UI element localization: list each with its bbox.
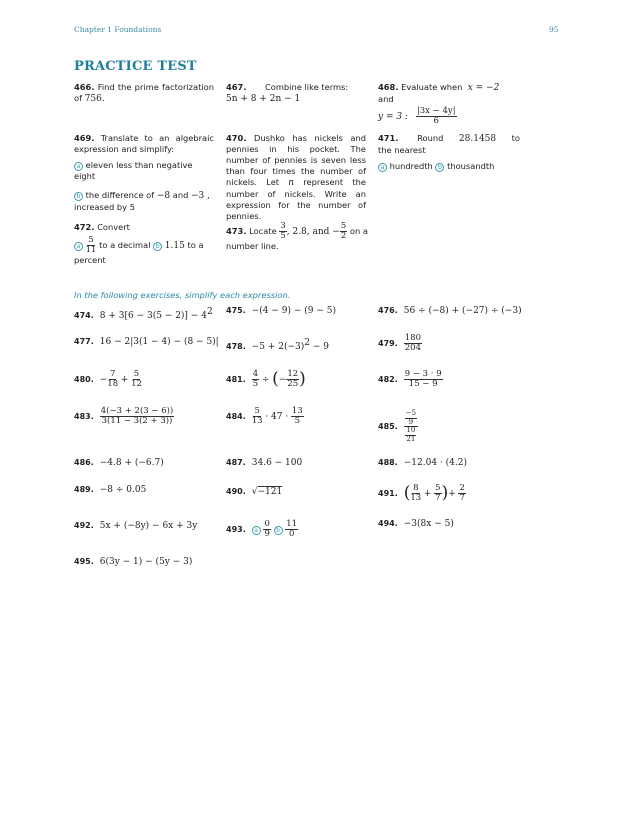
exercise-number: 490. — [226, 487, 246, 496]
exercise-number: 486. — [74, 458, 94, 467]
fraction-numerator: 7 — [110, 369, 116, 379]
part-b-marker-icon: b — [435, 163, 444, 172]
fraction-denominator: 3(11 − 3(2 + 3)) — [101, 416, 173, 426]
exercise-477 — [74, 336, 219, 348]
exercise-number: 479. — [378, 339, 398, 348]
fraction — [286, 370, 299, 389]
exercise-expression: − 9 — [310, 341, 330, 352]
fraction-denominator: 9 — [408, 417, 414, 426]
part-b-value: −8 — [156, 191, 171, 201]
instructions: In the following exercises, simplify each expression. — [74, 290, 291, 300]
exercise-expression: −12.04 · (4.2) — [403, 458, 467, 468]
fraction-numerator: 180 — [404, 333, 421, 343]
operator: + — [448, 489, 456, 499]
exercise-480 — [74, 370, 142, 389]
part-b-marker-icon: b — [274, 526, 283, 535]
exercise-value: 756. — [84, 94, 105, 104]
exercise-493 — [226, 520, 298, 539]
exercise-number: 476. — [378, 306, 398, 315]
exercise-472 — [74, 222, 214, 266]
part-b-value: −3 , — [191, 191, 210, 201]
left-paren-icon: ( — [272, 369, 279, 389]
fraction — [340, 222, 347, 241]
exercise-number: 478. — [226, 341, 246, 351]
exercise-473 — [226, 222, 371, 252]
exercise-469 — [74, 133, 214, 213]
exercise-text: represent the number of nickels. Write an expression for the number of pennies. — [226, 177, 366, 221]
exercise-484 — [226, 407, 304, 426]
exercise-value-y: y = 3 : — [378, 112, 408, 122]
fraction — [100, 407, 174, 426]
fraction-numerator: 11 — [286, 519, 298, 529]
sign: − — [278, 375, 287, 385]
exercise-expression: −4.8 + (−6.7) — [99, 458, 164, 468]
exercise-text: Dushko has nickels and pennies in his pocket. The number of pennies is seven less than four times the number of nickels. Let — [226, 133, 366, 187]
fraction-denominator: 18 — [107, 379, 119, 389]
left-paren-icon: ( — [403, 483, 411, 503]
exercise-474 — [74, 307, 213, 322]
fraction-denominator: 21 — [406, 434, 416, 443]
fraction-numerator: 5 — [133, 369, 140, 379]
fraction — [416, 107, 457, 126]
operator: + — [120, 375, 129, 385]
section-title: PRACTICE TEST — [74, 59, 197, 74]
fraction — [252, 407, 263, 426]
exercise-text: Locate — [249, 226, 277, 236]
exercise-expression: 56 ÷ (−8) + (−27) ÷ (−3) — [403, 306, 522, 316]
fraction-denominator: 11 — [85, 245, 97, 255]
part-b-marker-icon: b — [153, 242, 162, 251]
exercise-491 — [378, 484, 466, 503]
part-a-marker-icon: a — [252, 526, 261, 535]
fraction-numerator: 5 — [435, 483, 441, 493]
fraction — [86, 236, 97, 255]
exercise-470 — [226, 133, 366, 222]
part-b-text: increased by 5 — [74, 202, 135, 212]
fraction-numerator: 10 — [406, 426, 416, 434]
exercise-489 — [74, 484, 146, 496]
exercise-text: on a number line. — [226, 226, 368, 251]
exercise-466 — [74, 82, 214, 105]
exercise-482 — [378, 370, 443, 389]
exercise-number: 472. — [74, 222, 95, 232]
fraction — [405, 427, 416, 443]
exercise-number: 489. — [74, 485, 94, 494]
exercise-number: 484. — [226, 412, 246, 421]
exercise-expression: 16 − 2|3(1 − 4) − (8 − 5)| — [99, 337, 219, 347]
exercise-number: 493. — [226, 525, 246, 534]
fraction-numerator: 5 — [254, 406, 260, 416]
exercise-number: 474. — [74, 310, 94, 320]
fraction — [291, 407, 304, 426]
exercise-expression: 5n + 8 + 2n − 1 — [226, 94, 301, 104]
fraction-denominator: 12 — [131, 379, 142, 389]
exercise-expression: , 2.8, and − — [286, 227, 340, 237]
fraction-denominator: 13 — [410, 493, 422, 503]
fraction-numerator: 4(−3 + 2(3 − 6)) — [100, 406, 174, 416]
part-b-value: 1.15 — [164, 241, 185, 251]
exercise-number: 466. — [74, 82, 95, 92]
exercise-text: to the nearest — [378, 133, 521, 155]
right-paren-icon: ) — [299, 369, 306, 389]
exercise-number: 470. — [226, 133, 247, 143]
exercise-text: and — [378, 94, 394, 104]
exercise-475 — [226, 305, 336, 317]
exercise-expression: · 47 · — [265, 412, 289, 422]
exercise-value: 28.1458 — [458, 134, 497, 144]
exercise-text: Combine like terms: — [264, 82, 349, 92]
part-a-marker-icon: a — [378, 163, 387, 172]
exercise-expression: 5x + (−8y) − 6x + 3y — [99, 521, 198, 531]
fraction — [404, 334, 422, 353]
fraction — [404, 370, 443, 389]
exercise-number: 492. — [74, 521, 94, 530]
fraction — [263, 520, 270, 539]
fraction-denominator: 13 — [251, 416, 263, 426]
exercise-number: 480. — [74, 375, 94, 384]
exercise-486 — [74, 457, 164, 469]
exercise-483 — [74, 407, 174, 426]
fraction — [252, 370, 259, 389]
exercise-number: 477. — [74, 337, 94, 346]
exercise-number: 471. — [378, 133, 399, 143]
fraction — [405, 410, 417, 426]
exercise-471 — [378, 133, 520, 172]
exercise-number: 467. — [226, 82, 247, 92]
fraction — [410, 484, 421, 503]
exercise-number: 473. — [226, 226, 247, 236]
fraction-numerator: 9 − 3 · 9 — [404, 369, 442, 379]
fraction-denominator: 204 — [404, 343, 421, 353]
exercise-number: 487. — [226, 458, 246, 467]
right-paren-icon: ) — [441, 483, 449, 503]
fraction-numerator: 2 — [459, 483, 465, 493]
part-a-text: hundredth — [389, 161, 433, 171]
exercise-490 — [226, 486, 282, 498]
exercise-487 — [226, 457, 302, 469]
part-b-text: the difference of — [85, 190, 155, 200]
fraction-denominator: 0 — [288, 529, 295, 539]
exercise-495 — [74, 556, 192, 568]
exercise-number: 488. — [378, 458, 398, 467]
fraction-denominator: 5 — [252, 379, 259, 389]
sign: − — [99, 375, 108, 385]
fraction-denominator: 5 — [280, 231, 286, 241]
fraction-denominator: 9 — [264, 529, 270, 539]
part-a-text: to a decimal — [99, 240, 151, 250]
exercise-number: 483. — [74, 412, 94, 421]
exercise-expression: −121 — [257, 487, 283, 497]
fraction-numerator: 12 — [287, 369, 299, 379]
exercise-481 — [226, 370, 306, 389]
exercise-478 — [226, 338, 329, 353]
exercise-expression: 6(3y − 1) − (5y − 3) — [99, 557, 193, 567]
exercise-476 — [378, 305, 522, 317]
fraction — [107, 370, 118, 389]
exercise-text: Translate to an algebraic expression and simplify: — [74, 133, 214, 154]
exercise-variable: n — [288, 178, 295, 188]
fraction-denominator: 15 − 9 — [408, 379, 438, 389]
fraction-numerator: 13 — [291, 406, 303, 416]
fraction-numerator: 5 — [340, 221, 347, 231]
exercise-number: 468. — [378, 82, 399, 92]
exercise-488 — [378, 457, 467, 469]
exercise-467 — [226, 82, 366, 105]
fraction — [279, 222, 286, 241]
exercise-expression: −3(8x − 5) — [403, 519, 454, 529]
exercise-number: 494. — [378, 519, 398, 528]
operator: + — [423, 489, 432, 499]
exercise-number: 491. — [378, 489, 398, 498]
exponent: 2 — [206, 307, 213, 317]
complex-fraction — [404, 410, 418, 443]
exercise-485 — [378, 410, 418, 443]
fraction-denominator: 7 — [459, 493, 465, 503]
fraction-numerator: |3x − 4y| — [416, 106, 456, 116]
fraction-numerator: 5 — [88, 235, 94, 245]
part-a-marker-icon: a — [74, 162, 83, 171]
exercise-text: Find the prime factorization of — [74, 82, 214, 103]
part-b-text: and — [172, 190, 189, 200]
page-number: 95 — [549, 25, 559, 34]
exercise-number: 485. — [378, 422, 398, 431]
fraction-denominator: 25 — [287, 379, 299, 389]
fraction-denominator: 7 — [435, 493, 441, 503]
exercise-value-x: x = −2 — [467, 83, 500, 93]
exercise-479 — [378, 334, 422, 353]
running-header-chapter: Chapter 1 Foundations — [74, 25, 162, 34]
exercise-number: 481. — [226, 375, 246, 384]
exercise-text: Evaluate when — [401, 82, 463, 92]
fraction-numerator: 8 — [413, 483, 419, 493]
exercise-expression: −5 + 2(−3) — [251, 341, 305, 352]
exercise-text: Round — [417, 133, 444, 143]
part-a-text: eleven less than negative eight — [74, 160, 193, 181]
exercise-494 — [378, 518, 454, 530]
fraction-denominator: 5 — [294, 416, 301, 426]
fraction-denominator: 2 — [340, 231, 347, 241]
fraction — [131, 370, 142, 389]
fraction — [458, 484, 465, 503]
exercise-expression: −(4 − 9) − (9 − 5) — [251, 306, 337, 316]
fraction — [285, 520, 298, 539]
exercise-text: Convert — [97, 222, 130, 232]
fraction-numerator: 3 — [280, 221, 286, 231]
part-a-marker-icon: a — [74, 242, 83, 251]
fraction-numerator: 4 — [252, 369, 259, 379]
exponent: 2 — [304, 338, 311, 348]
exercise-expression: −8 ÷ 0.05 — [99, 485, 147, 495]
fraction-numerator: 0 — [264, 519, 270, 529]
fraction-numerator: −5 — [405, 409, 417, 417]
operator: ÷ — [261, 375, 270, 385]
radical-icon: √ — [251, 487, 258, 497]
exercise-492 — [74, 520, 197, 532]
part-b-text: thousandth — [447, 161, 495, 171]
part-b-text: to a percent — [74, 240, 204, 265]
exercise-expression: 8 + 3[6 − 3(5 − 2)] − 4 — [99, 310, 207, 321]
part-b-marker-icon: b — [74, 192, 83, 201]
fraction-denominator: 6 — [433, 116, 439, 126]
exercise-number: 475. — [226, 306, 246, 315]
exercise-number: 482. — [378, 375, 398, 384]
fraction — [434, 484, 441, 503]
exercise-number: 469. — [74, 133, 95, 143]
exercise-expression: 34.6 − 100 — [251, 458, 303, 468]
exercise-number: 495. — [74, 557, 94, 566]
exercise-468 — [378, 82, 520, 126]
